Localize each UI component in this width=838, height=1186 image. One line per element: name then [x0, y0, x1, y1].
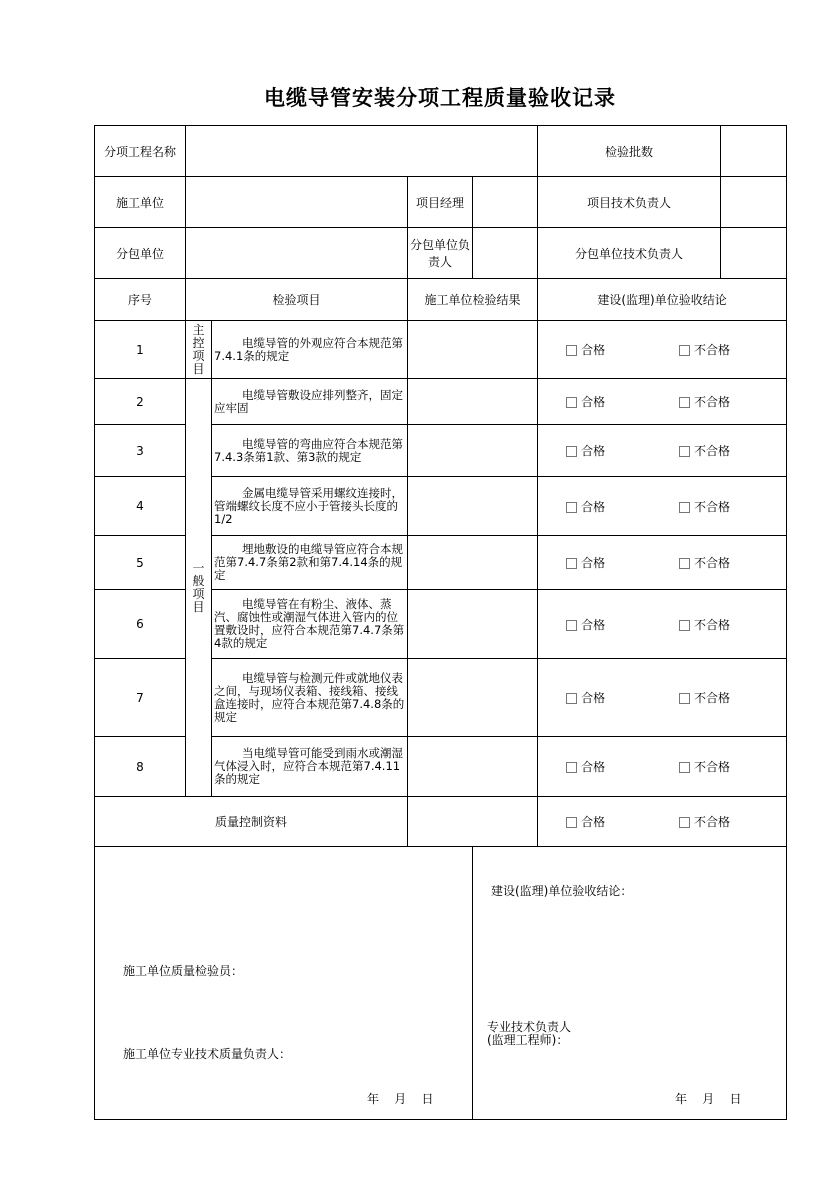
pass-checkbox[interactable]: 合格 [566, 554, 605, 571]
checkbox-icon [566, 762, 577, 773]
qc-conclusion [538, 797, 787, 847]
row-conclusion [538, 590, 787, 659]
checkbox-icon [679, 558, 690, 569]
sub-lead-field[interactable] [473, 228, 538, 279]
row-conclusion [538, 659, 787, 737]
qc-label: 质量控制资料 [95, 797, 408, 847]
pass-checkbox[interactable]: 合格 [566, 689, 605, 706]
pass-checkbox[interactable]: 合格 [566, 498, 605, 515]
pass-checkbox[interactable]: 合格 [566, 616, 605, 633]
inspector-label: 施工单位质量检验员： [123, 964, 244, 978]
supervision-signature-area[interactable] [473, 847, 787, 1120]
group-main-control: 主控项目 [186, 321, 212, 379]
group-general: 一般项目 [186, 379, 212, 797]
row-no: 4 [95, 477, 186, 536]
row-result-field[interactable] [408, 379, 538, 425]
checkbox-icon [679, 502, 690, 513]
row-conclusion [538, 737, 787, 797]
row-no: 2 [95, 379, 186, 425]
pass-checkbox[interactable]: 合格 [566, 758, 605, 775]
checkbox-icon [566, 397, 577, 408]
checkbox-icon [566, 620, 577, 631]
contractor-label: 施工单位 [95, 177, 186, 228]
pass-checkbox[interactable]: 合格 [566, 393, 605, 410]
row-no: 8 [95, 737, 186, 797]
tech-lead-label: 项目技术负责人 [538, 177, 721, 228]
project-manager-label: 项目经理 [408, 177, 473, 228]
checkbox-icon [566, 693, 577, 704]
project-name-field[interactable] [186, 126, 538, 177]
fail-checkbox[interactable]: 不合格 [679, 689, 730, 706]
checkbox-icon [679, 762, 690, 773]
fail-checkbox[interactable]: 不合格 [679, 813, 730, 830]
tech-lead-label-line2: (监理工程师)： [487, 1033, 569, 1047]
fail-checkbox[interactable]: 不合格 [679, 554, 730, 571]
pass-checkbox[interactable]: 合格 [566, 442, 605, 459]
checkbox-icon [679, 817, 690, 828]
fail-checkbox[interactable]: 不合格 [679, 758, 730, 775]
sub-tech-lead-label: 分包单位技术负责人 [538, 228, 721, 279]
fail-checkbox[interactable]: 不合格 [679, 616, 730, 633]
fail-checkbox[interactable]: 不合格 [679, 498, 730, 515]
row-result-field[interactable] [408, 659, 538, 737]
col-supervision-conclusion: 建设(监理)单位验收结论 [538, 279, 787, 321]
row-result-field[interactable] [408, 425, 538, 477]
fail-checkbox[interactable]: 不合格 [679, 341, 730, 358]
row-conclusion [538, 379, 787, 425]
row-no: 5 [95, 536, 186, 590]
row-item-text: 当电缆导管可能受到雨水或潮湿气体浸入时，应符合本规范第7.4.11条的规定 [212, 737, 408, 797]
checkbox-icon [679, 446, 690, 457]
row-conclusion [538, 536, 787, 590]
subcontractor-field[interactable] [186, 228, 408, 279]
page-title: 电缆导管安装分项工程质量验收记录 [264, 86, 616, 110]
row-result-field[interactable] [408, 477, 538, 536]
row-item-text: 埋地敷设的电缆导管应符合本规范第7.4.7条第2款和第7.4.14条的规定 [212, 536, 408, 590]
row-conclusion [538, 425, 787, 477]
row-result-field[interactable] [408, 737, 538, 797]
fail-checkbox[interactable]: 不合格 [679, 442, 730, 459]
row-no: 3 [95, 425, 186, 477]
tech-quality-lead-label: 施工单位专业技术质量负责人： [123, 1047, 292, 1061]
project-manager-field[interactable] [473, 177, 538, 228]
row-result-field[interactable] [408, 590, 538, 659]
row-conclusion [538, 477, 787, 536]
row-item-text: 电缆导管在有粉尘、液体、蒸汽、腐蚀性或潮湿气体进入管内的位置敷设时，应符合本规范第7.4.7条第4款的规定 [212, 590, 408, 659]
col-contractor-result: 施工单位检验结果 [408, 279, 538, 321]
row-item-text: 电缆导管敷设应排列整齐，固定应牢固 [212, 379, 408, 425]
checkbox-icon [679, 345, 690, 356]
row-result-field[interactable] [408, 536, 538, 590]
project-name-label: 分项工程名称 [95, 126, 186, 177]
tech-lead-field[interactable] [721, 177, 787, 228]
checkbox-icon [566, 345, 577, 356]
checkbox-icon [679, 397, 690, 408]
checkbox-icon [679, 620, 690, 631]
checkbox-icon [566, 502, 577, 513]
row-item-text: 电缆导管的外观应符合本规范第7.4.1条的规定 [212, 321, 408, 379]
tech-lead-label-line1: 专业技术负责人 [487, 1020, 572, 1034]
col-seq: 序号 [95, 279, 186, 321]
batch-count-label: 检验批数 [538, 126, 721, 177]
subcontractor-label: 分包单位 [95, 228, 186, 279]
row-no: 6 [95, 590, 186, 659]
date-left: 年 月 日 [367, 1092, 434, 1106]
row-no: 7 [95, 659, 186, 737]
row-result-field[interactable] [408, 321, 538, 379]
row-item-text: 电缆导管与检测元件或就地仪表之间，与现场仪表箱、接线箱、接线盒连接时，应符合本规范第7.4.8条的规定 [212, 659, 408, 737]
date-right: 年 月 日 [675, 1092, 742, 1106]
row-item-text: 金属电缆导管采用螺纹连接时，管端螺纹长度不应小于管接头长度的1/2 [212, 477, 408, 536]
pass-checkbox[interactable]: 合格 [566, 813, 605, 830]
acceptance-record-table [94, 125, 787, 1120]
sub-tech-lead-field[interactable] [721, 228, 787, 279]
col-item: 检验项目 [186, 279, 408, 321]
qc-result-field[interactable] [408, 797, 538, 847]
contractor-signature-area[interactable] [95, 847, 473, 1120]
row-item-text: 电缆导管的弯曲应符合本规范第7.4.3条第1款、第3款的规定 [212, 425, 408, 477]
fail-checkbox[interactable]: 不合格 [679, 393, 730, 410]
row-conclusion [538, 321, 787, 379]
checkbox-icon [566, 817, 577, 828]
checkbox-icon [679, 693, 690, 704]
batch-count-field[interactable] [721, 126, 787, 177]
row-no: 1 [95, 321, 186, 379]
checkbox-icon [566, 446, 577, 457]
sub-lead-label: 分包单位负责人 [408, 228, 473, 279]
pass-checkbox[interactable]: 合格 [566, 341, 605, 358]
supervision-conclusion-label: 建设(监理)单位验收结论： [491, 884, 633, 898]
contractor-field[interactable] [186, 177, 408, 228]
checkbox-icon [566, 558, 577, 569]
